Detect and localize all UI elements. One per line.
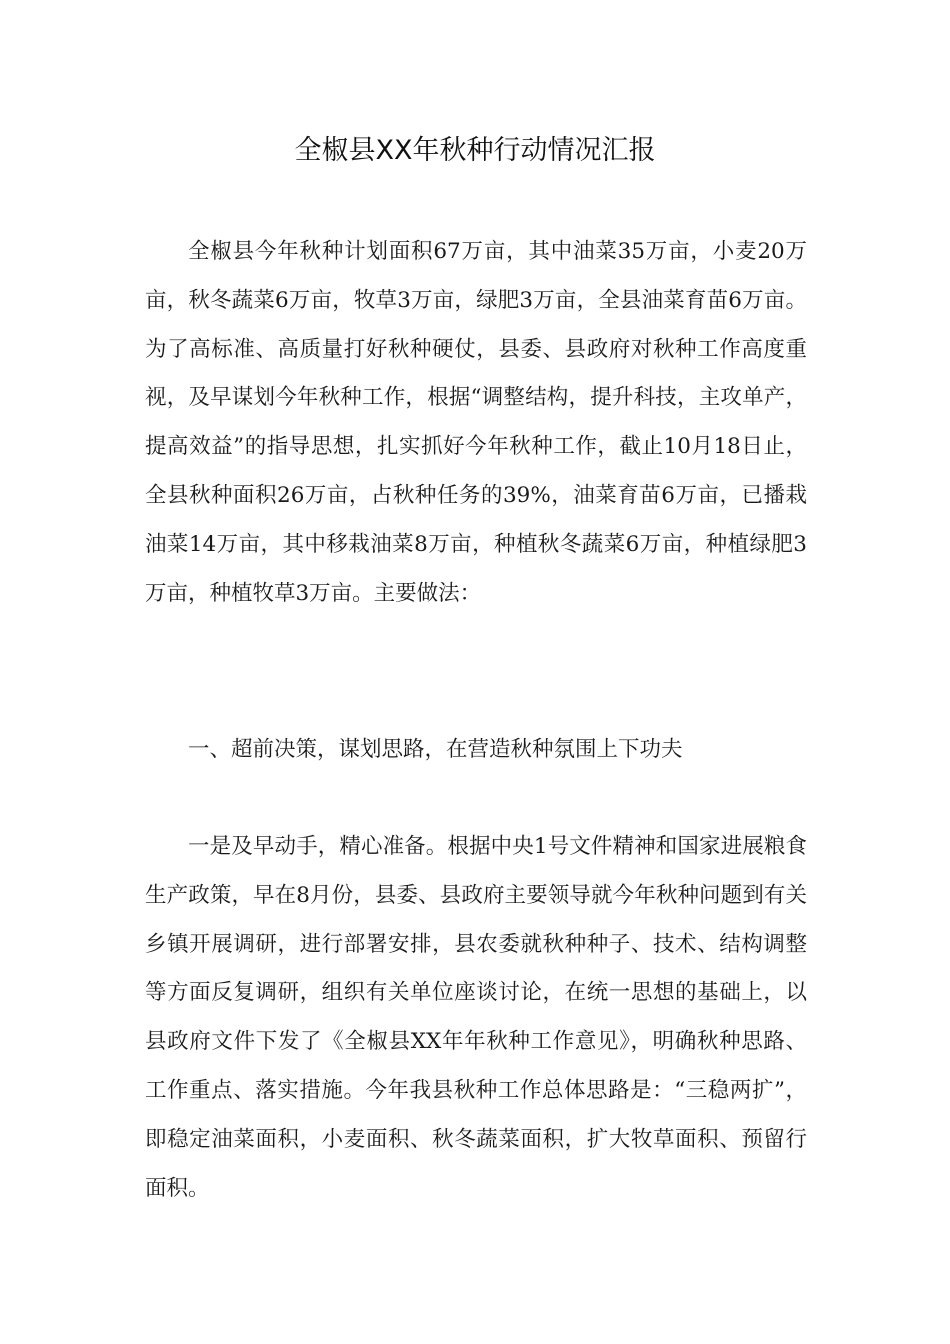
intro-paragraph: 全椒县今年秋种计划面积67万亩，其中油菜35万亩，小麦20万亩，秋冬蔬菜6万亩，牧草3万亩，绿肥3万亩，全县油菜育苗6万亩。为了高标准、高质量打好秋种硬仗，县委、县政府对秋种工作高度重视，及早谋划今年秋种工作，根据“调整结构，提升科技，主攻单产，提高效益”的指导思想，扎实抓好今年秋种工作，截止10月18日止，全县秋种面积26万亩，占秋种任务的39%，油菜育苗6万亩，已播栽油菜14万亩，其中移栽油菜8万亩，种植秋冬蔬菜6万亩，种植绿肥3万亩，种植牧草3万亩。主要做法：: [145, 239, 807, 606]
document-title: 全椒县XX年秋种行动情况汇报: [294, 135, 656, 166]
section-heading: 一、超前决策，谋划思路，在营造秋种氛围上下功夫: [188, 737, 683, 762]
section-paragraph: 一是及早动手，精心准备。根据中央1号文件精神和国家进展粮食生产政策，早在8月份，县委、县政府主要领导就今年秋种问题到有关乡镇开展调研，进行部署安排，县农委就秋种种子、技术、结构调整等方面反复调研，组织有关单位座谈讨论，在统一思想的基础上，以县政府文件下发了《全椒县XX年年秋种工作意见》，明确秋种思路、工作重点、落实措施。今年我县秋种工作总体思路是：“三稳两扩”，即稳定油菜面积，小麦面积、秋冬蔬菜面积，扩大牧草面积、预留行面积。: [145, 834, 807, 1201]
